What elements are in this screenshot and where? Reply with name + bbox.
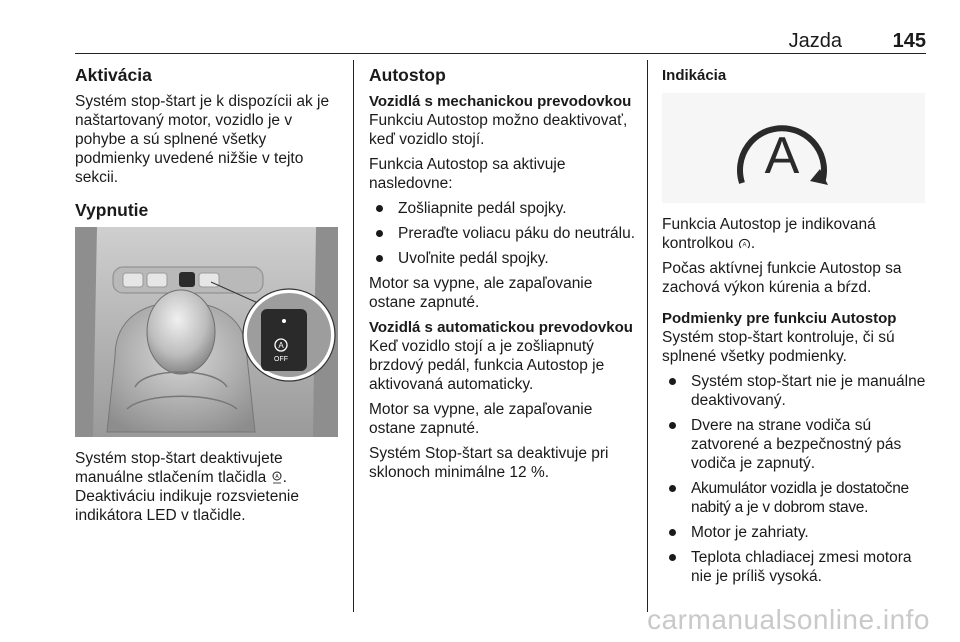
list-item: Uvoľnite pedál spojky. bbox=[369, 249, 637, 268]
subheading-automatic: Vozidlá s automatickou prevodovkou bbox=[369, 319, 633, 336]
column-divider bbox=[353, 60, 354, 612]
list-item: Systém stop-štart nie je manuálne deaktivovaný. bbox=[662, 372, 930, 410]
autostop-indicator-small-icon bbox=[738, 237, 751, 250]
page-number: 145 bbox=[892, 30, 926, 52]
heading-activation: Aktivácia bbox=[75, 65, 152, 85]
svg-text:A: A bbox=[278, 341, 284, 350]
column-1 bbox=[75, 64, 343, 525]
paragraph-manual-1: Funkciu Autostop možno deaktivovať, keď vozidlo stojí. bbox=[369, 112, 628, 148]
chapter-title: Jazda bbox=[788, 30, 842, 52]
paragraph-manual-2: Funkcia Autostop sa aktivuje nasledovne: bbox=[369, 156, 566, 192]
subheading-conditions: Podmienky pre funkciu Autostop bbox=[662, 310, 897, 327]
paragraph-auto-3: Systém Stop-štart sa deaktivuje pri sklonoch minimálne 12 %. bbox=[369, 445, 609, 481]
paragraph-indication-2: Počas aktívnej funkcie Autostop sa zachová výkon kúrenia a bŕzd. bbox=[662, 260, 902, 296]
autostop-off-icon bbox=[271, 471, 283, 484]
paragraph-manual-3: Motor sa vypne, ale zapaľovanie ostane zapnuté. bbox=[369, 275, 593, 311]
svg-text:A: A bbox=[742, 242, 747, 249]
paragraph-indication-1: Funkcia Autostop je indikovaná kontrolkou A . bbox=[662, 216, 876, 252]
paragraph-activation: Systém stop-štart je k dispozícii ak je naštartovaný motor, vozidlo je v pohybe a sú splnené všetky podmienky uvedené nižšie v tejto sekcii. bbox=[75, 93, 330, 186]
svg-text:A: A bbox=[764, 127, 800, 185]
watermark: carmanualsonline.info bbox=[647, 604, 930, 635]
paragraph-conditions: Systém stop-štart kontroluje, či sú splnené všetky podmienky. bbox=[662, 329, 895, 365]
list-item: Preraďte voliacu páku do neutrálu. bbox=[369, 224, 637, 243]
paragraph-auto-2: Motor sa vypne, ale zapaľovanie ostane zapnuté. bbox=[369, 401, 593, 437]
list-item: Motor je zahriaty. bbox=[662, 523, 930, 542]
list-item: Zošliapnite pedál spojky. bbox=[369, 199, 637, 218]
heading-autostop: Autostop bbox=[369, 65, 446, 85]
column-2 bbox=[369, 64, 637, 482]
bullet-list-conditions bbox=[662, 372, 930, 586]
list-item: Teplota chladiacej zmesi motora nie je príliš vysoká. bbox=[662, 548, 930, 586]
header-divider bbox=[75, 53, 926, 54]
page-header bbox=[75, 30, 926, 52]
svg-text:OFF: OFF bbox=[274, 356, 288, 363]
heading-deactivation: Vypnutie bbox=[75, 200, 149, 220]
svg-text:A: A bbox=[274, 474, 279, 480]
paragraph-deactivation: Systém stop-štart deaktivujete manuálne stlačením tlačidla A . Deaktiváciu indikuje rozsvietenie indikátora LED v tlačidle. bbox=[75, 450, 300, 524]
heading-indication: Indikácia bbox=[662, 67, 727, 84]
bullet-list-manual bbox=[369, 199, 637, 268]
list-item: Dvere na strane vodiča sú zatvorené a bezpečnostný pás vodiča je zapnutý. bbox=[662, 416, 930, 473]
console-photo bbox=[75, 227, 338, 437]
subheading-manual: Vozidlá s mechanickou prevodovkou bbox=[369, 93, 632, 110]
autostop-indicator-icon bbox=[662, 93, 925, 203]
paragraph-auto-1: Keď vozidlo stojí a je zošliapnutý brzdový pedál, funkcia Autostop je aktivovaná automaticky. bbox=[369, 338, 605, 393]
list-item: Akumulátor vozidla je dostatočne nabitý a je v dobrom stave. bbox=[662, 479, 930, 517]
column-3 bbox=[662, 64, 930, 586]
column-divider bbox=[647, 60, 648, 612]
